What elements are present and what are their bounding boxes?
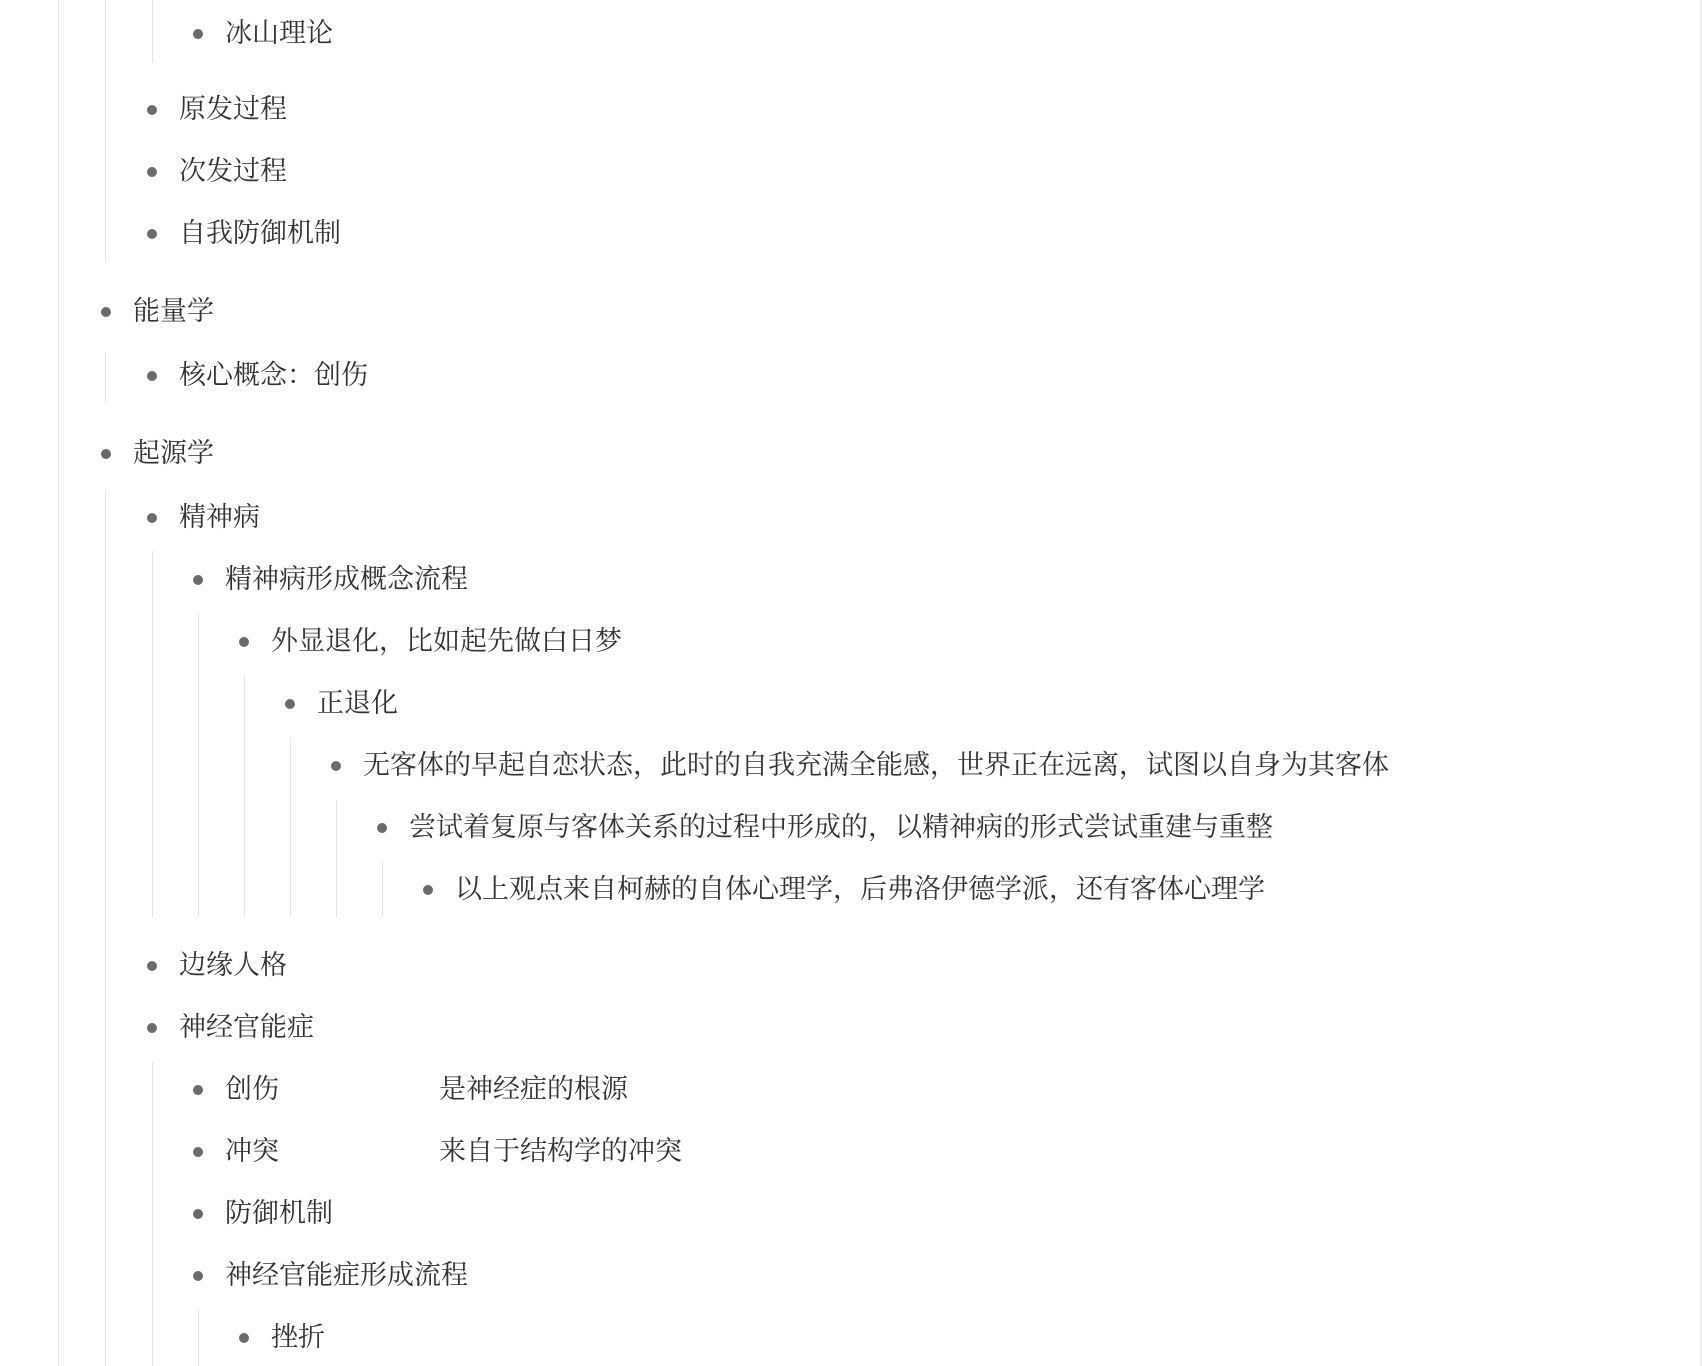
outline-item[interactable] (225, 1194, 333, 1234)
bullet-icon[interactable] (193, 575, 203, 585)
bullet-icon[interactable] (423, 885, 433, 895)
outline-item[interactable] (179, 152, 287, 192)
indent-guide (336, 800, 337, 917)
indent-guide (198, 1310, 199, 1366)
indent-guide (105, 0, 106, 262)
bullet-icon[interactable] (101, 449, 111, 459)
indent-guide (198, 614, 199, 917)
outline-item[interactable] (363, 746, 1389, 786)
outline-item[interactable] (179, 90, 287, 130)
bullet-icon[interactable] (147, 513, 157, 523)
indent-guide (105, 352, 106, 404)
indent-guide (290, 738, 291, 917)
page-left-border (58, 0, 59, 1366)
item-text: 核心概念：创伤 (179, 360, 368, 391)
bullet-icon[interactable] (147, 167, 157, 177)
outline-item[interactable] (225, 1070, 628, 1110)
outline-item[interactable] (179, 498, 260, 538)
outline-item[interactable] (179, 946, 287, 986)
bullet-icon[interactable] (147, 105, 157, 115)
outline-item[interactable] (179, 214, 341, 254)
outline-item[interactable] (225, 1132, 682, 1172)
indent-guide (244, 676, 245, 917)
item-text: 精神病形成概念流程 (225, 564, 468, 595)
bullet-icon[interactable] (147, 229, 157, 239)
bullet-icon[interactable] (331, 761, 341, 771)
item-text: 正退化 (317, 688, 398, 719)
item-text: 外显退化，比如起先做白日梦 (271, 626, 622, 657)
indent-guide (382, 862, 383, 917)
item-text: 神经官能症形成流程 (225, 1260, 468, 1291)
item-text: 尝试着复原与客体关系的过程中形成的，以精神病的形式尝试重建与重整 (409, 812, 1273, 843)
bullet-icon[interactable] (239, 1333, 249, 1343)
bullet-icon[interactable] (193, 1085, 203, 1095)
outline-item[interactable] (225, 14, 333, 54)
outline-item[interactable] (133, 292, 214, 332)
bullet-icon[interactable] (377, 823, 387, 833)
outline-item[interactable] (455, 870, 1265, 910)
outline-item[interactable] (271, 1318, 325, 1358)
indent-guide (152, 1062, 153, 1366)
item-text: 精神病 (179, 502, 260, 533)
outline-item[interactable] (179, 356, 368, 396)
item-text: 自我防御机制 (179, 218, 341, 249)
item-note: 来自于结构学的冲突 (439, 1136, 682, 1167)
indent-guide (152, 0, 153, 62)
bullet-icon[interactable] (147, 1023, 157, 1033)
bullet-icon[interactable] (239, 637, 249, 647)
item-text: 起源学 (133, 438, 214, 469)
bullet-icon[interactable] (101, 307, 111, 317)
bullet-icon[interactable] (193, 29, 203, 39)
item-note: 是神经症的根源 (439, 1074, 628, 1105)
indent-guide (105, 490, 106, 1366)
item-text: 能量学 (133, 296, 214, 327)
item-text: 冲突 (225, 1136, 279, 1167)
outline-item[interactable] (317, 684, 398, 724)
bullet-icon[interactable] (193, 1147, 203, 1157)
item-text: 神经官能症 (179, 1012, 314, 1043)
item-text: 以上观点来自柯赫的自体心理学，后弗洛伊德学派，还有客体心理学 (455, 874, 1265, 905)
item-text: 冰山理论 (225, 18, 333, 49)
item-text: 创伤 (225, 1074, 279, 1105)
outline-item[interactable] (225, 560, 468, 600)
indent-guide (152, 551, 153, 917)
item-text: 边缘人格 (179, 950, 287, 981)
bullet-icon[interactable] (147, 961, 157, 971)
outline-item[interactable] (225, 1256, 468, 1296)
bullet-icon[interactable] (147, 371, 157, 381)
bullet-icon[interactable] (193, 1271, 203, 1281)
item-text: 原发过程 (179, 94, 287, 125)
bullet-icon[interactable] (193, 1209, 203, 1219)
bullet-icon[interactable] (285, 699, 295, 709)
item-text: 次发过程 (179, 156, 287, 187)
outline-item[interactable] (179, 1008, 314, 1048)
item-text: 挫折 (271, 1322, 325, 1353)
outline-item[interactable] (409, 808, 1273, 848)
outline-item[interactable] (271, 622, 622, 662)
item-text: 无客体的早起自恋状态，此时的自我充满全能感，世界正在远离，试图以自身为其客体 (363, 750, 1389, 781)
item-text: 防御机制 (225, 1198, 333, 1229)
outline-item[interactable] (133, 434, 214, 474)
